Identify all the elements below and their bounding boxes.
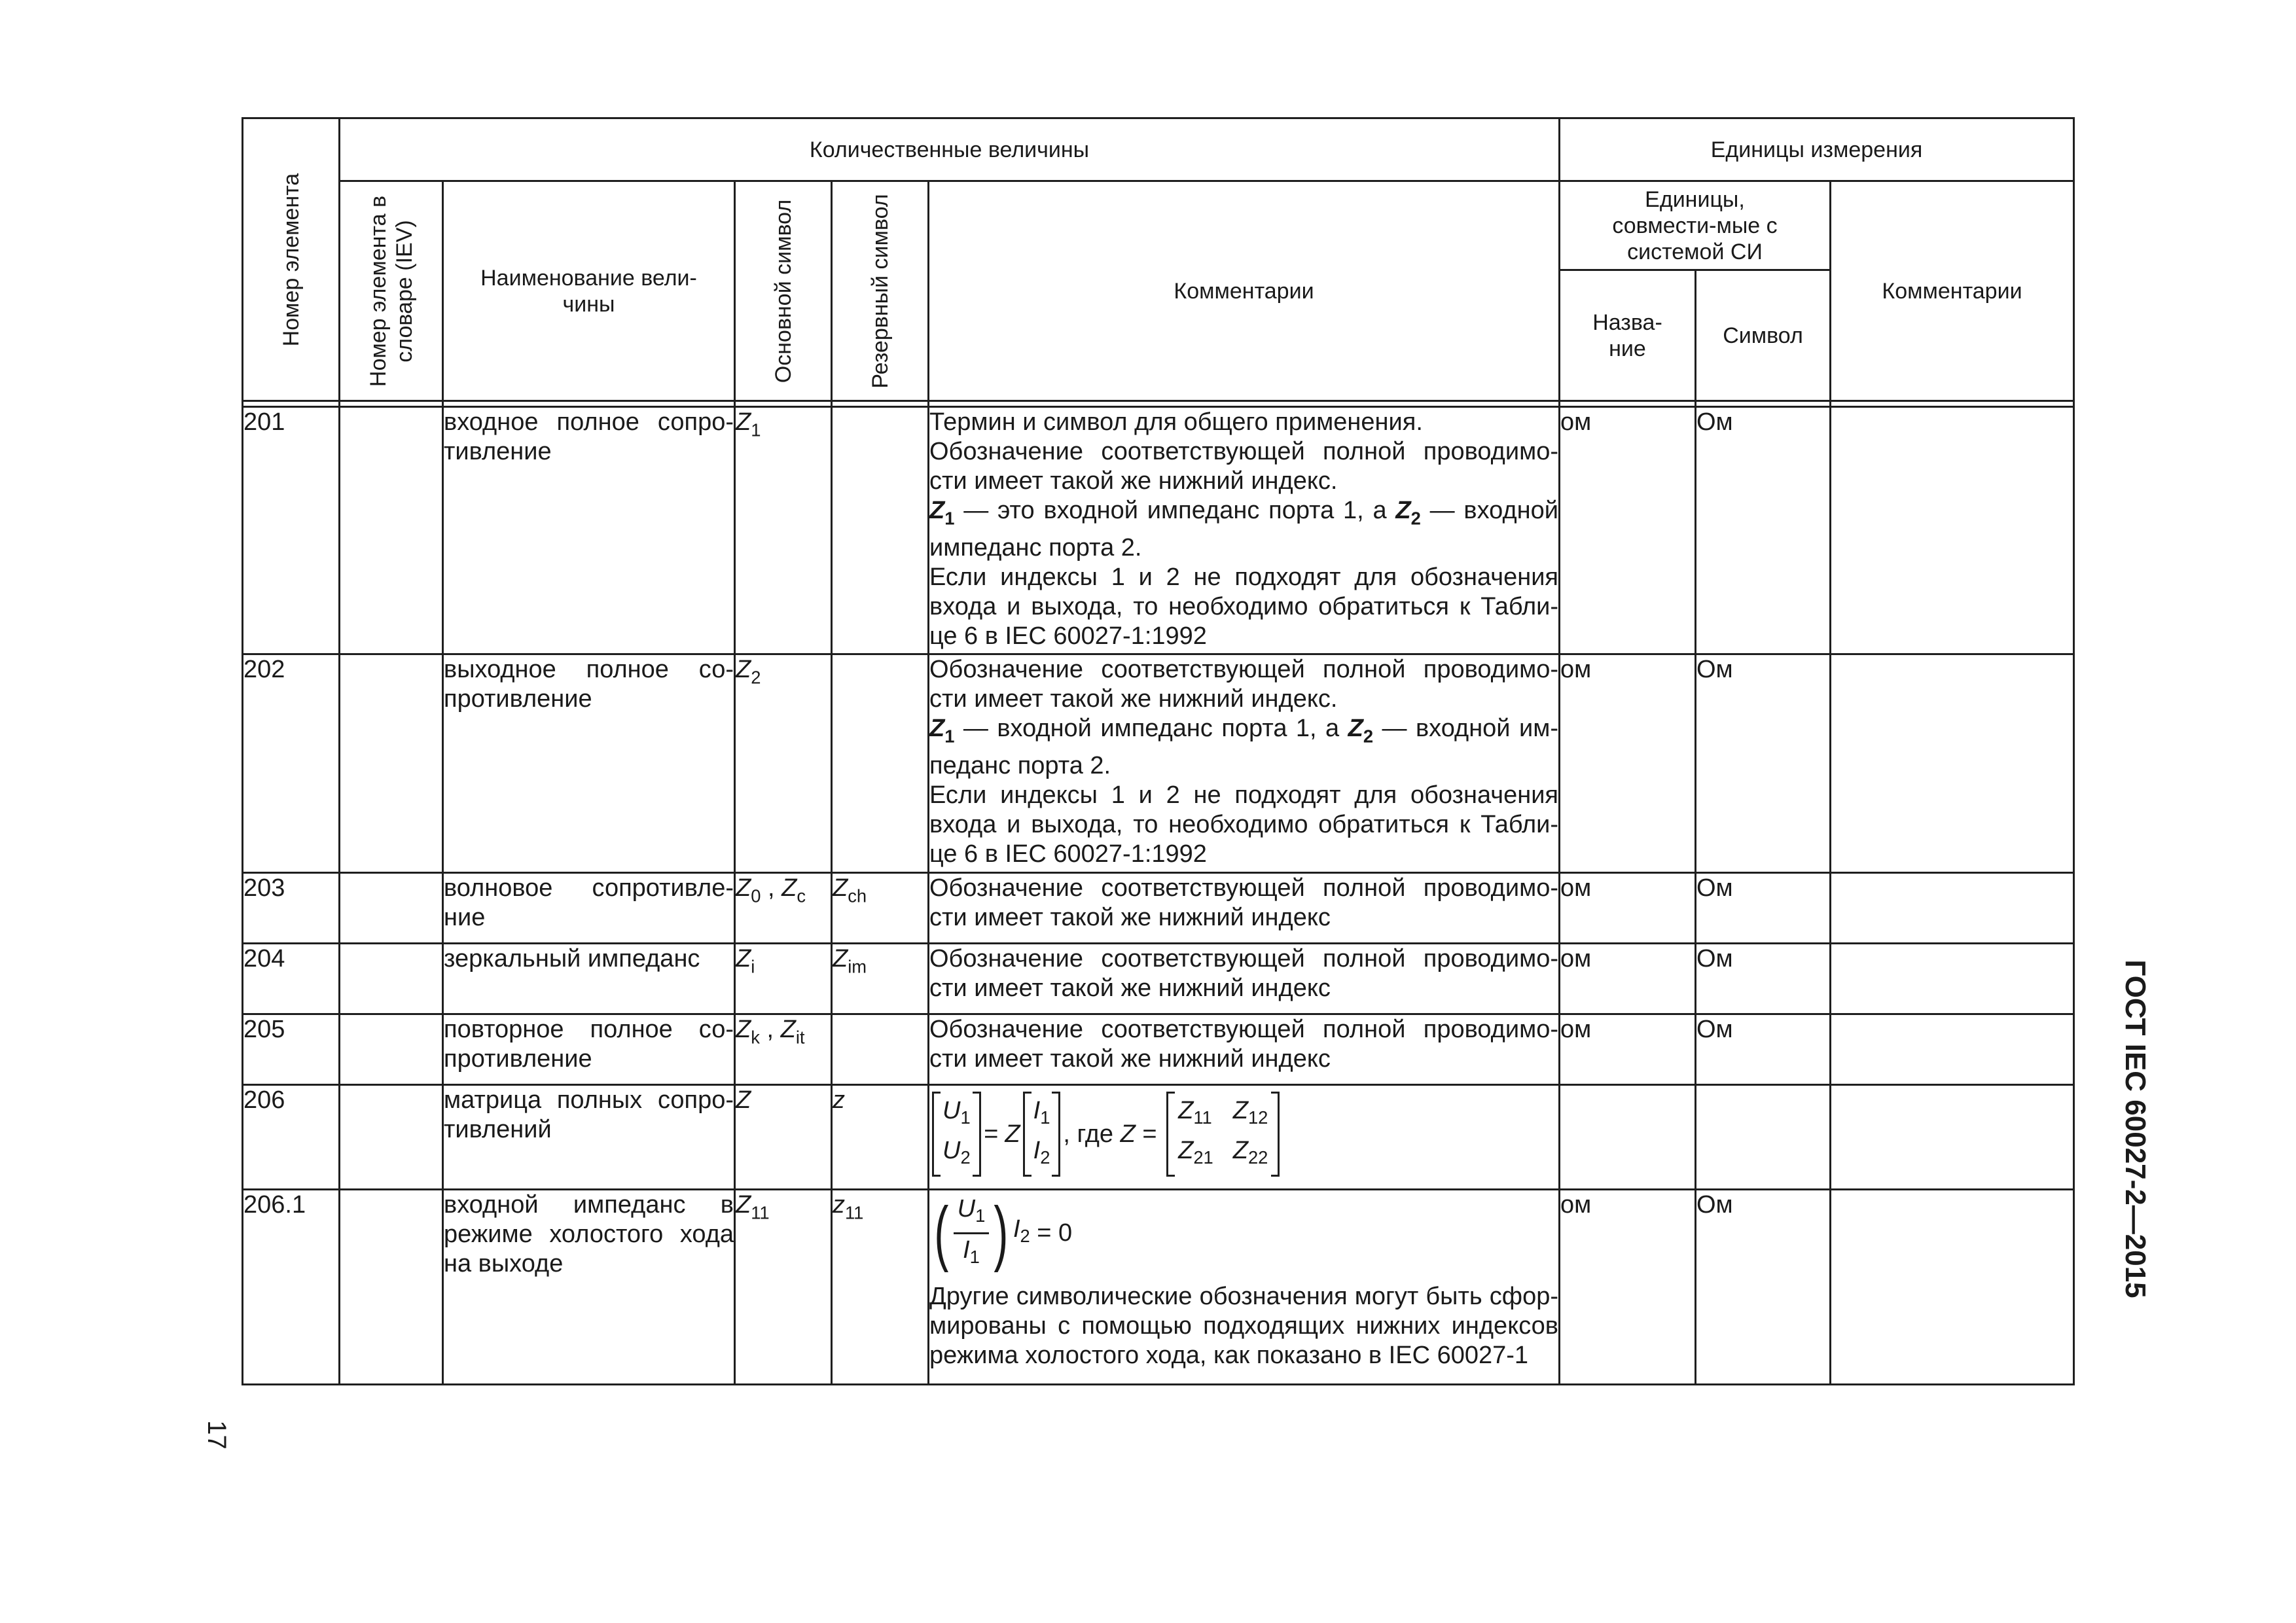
row-number: 204 <box>243 944 340 1014</box>
row-unit-symbol: Ом <box>1696 1014 1831 1085</box>
row-unit-symbol: Ом <box>1696 873 1831 944</box>
row-unit-comment <box>1831 1014 2074 1085</box>
row-reserve-symbol <box>832 407 929 654</box>
row-comment: Обозначение соответствующей полной проводимо-сти имеет такой же нижний индекс. $Z_1$ — входной импеданс порта 1, а $Z_2$ — входной им-педанс порта 2. Если индексы 1 и 2 не подходят для обозначения входа и выхода, то необходимо обратиться к Табли-це 6 в IEC 60027-1:1992 <box>929 654 1560 873</box>
header-si-compatible: Единицы, совмести-мые с системой СИ <box>1560 181 1831 270</box>
row-main-symbol: $Z_0$ , $Z_c$ <box>735 873 832 944</box>
row-name: входной импеданс в режиме холостого хода на выходе <box>443 1190 735 1385</box>
header-element-number: Номер элемента <box>243 118 340 401</box>
header-unit-name: Назва-ние <box>1560 270 1696 401</box>
z-matrix: $Z_{11}$ $Z_{12}$ $Z_{21}$ $Z_{22}$ <box>1166 1092 1280 1177</box>
header-units: Единицы измерения <box>1560 118 2074 181</box>
row-iev <box>340 944 443 1014</box>
header-iev-number: Номер элемента в словаре (IEV) <box>340 181 443 401</box>
row-name: зеркальный импеданс <box>443 944 735 1014</box>
row-reserve-symbol <box>832 654 929 873</box>
header-units-comments: Комментарии <box>1831 181 2074 401</box>
row-name: матрица полных сопро-тивлений <box>443 1085 735 1190</box>
row-name: волновое сопротивле-ние <box>443 873 735 944</box>
table-row <box>243 1014 2074 1085</box>
voltage-vector: $U_1$ $U_2$ <box>932 1092 981 1177</box>
row-comment: Термин и символ для общего применения. Обозначение соответствующей полной проводимо-сти имеет такой же нижний индекс. $Z_1$ — это входной импеданс порта 1, а $Z_2$ — входной импеданс порта 2. Если индексы 1 и 2 не подходят для обозначения входа и выхода, то необходимо обратиться к Табли-це 6 в IEC 60027-1:1992 <box>929 407 1560 654</box>
row-reserve-symbol: $Z_{im}$ <box>832 944 929 1014</box>
row-unit-name <box>1560 1085 1696 1190</box>
row-iev <box>340 873 443 944</box>
row-unit-name: ом <box>1560 944 1696 1014</box>
row-main-symbol: $Z_k$ , $Z_{it}$ <box>735 1014 832 1085</box>
header-main-symbol: Основной символ <box>735 181 832 401</box>
row-comment: Обозначение соответствующей полной проводимо-сти имеет такой же нижний индекс <box>929 1014 1560 1085</box>
row-unit-comment <box>1831 407 2074 654</box>
row-unit-comment <box>1831 944 2074 1014</box>
document-standard-title: ГОСТ IEC 60027-2—2015 <box>2119 959 2151 1298</box>
row-unit-comment <box>1831 1085 2074 1190</box>
table-row <box>243 654 2074 873</box>
row-main-symbol: $Z_1$ <box>735 407 832 654</box>
row-unit-symbol: Ом <box>1696 654 1831 873</box>
row-unit-name: ом <box>1560 873 1696 944</box>
row-number: 206 <box>243 1085 340 1190</box>
row-unit-symbol: Ом <box>1696 407 1831 654</box>
page-number: 17 <box>202 1420 231 1450</box>
quantities-table <box>242 117 2075 1385</box>
row-unit-symbol <box>1696 1085 1831 1190</box>
row-reserve-symbol: z <box>832 1085 929 1190</box>
row-number: 201 <box>243 407 340 654</box>
row-comment <box>929 1085 1560 1190</box>
row-unit-name: ом <box>1560 1014 1696 1085</box>
row-number: 202 <box>243 654 340 873</box>
row-number: 206.1 <box>243 1190 340 1385</box>
row-iev <box>340 1085 443 1190</box>
header-comments: Комментарии <box>929 181 1560 401</box>
row-reserve-symbol: $z_{11}$ <box>832 1190 929 1385</box>
table-row <box>243 944 2074 1014</box>
row-main-symbol: $Z_2$ <box>735 654 832 873</box>
row-iev <box>340 1014 443 1085</box>
header-divider <box>243 401 2074 407</box>
header-reserve-symbol: Резервный символ <box>832 181 929 401</box>
row-name: выходное полное со-противление <box>443 654 735 873</box>
table-row <box>243 1190 2074 1385</box>
open-circuit-formula: ( $\frac{U_1}{I_1}$ ) $I_2$ = 0 <box>934 1192 1073 1273</box>
row-unit-symbol: Ом <box>1696 1190 1831 1385</box>
table-row <box>243 1085 2074 1190</box>
row-name: повторное полное со-противление <box>443 1014 735 1085</box>
row-comment: Обозначение соответствующей полной проводимо-сти имеет такой же нижний индекс <box>929 944 1560 1014</box>
header-quantities: Количественные величины <box>340 118 1560 181</box>
current-vector: $I_1$ $I_2$ <box>1023 1092 1061 1177</box>
row-name: входное полное сопро-тивление <box>443 407 735 654</box>
row-unit-comment <box>1831 1190 2074 1385</box>
table-row <box>243 407 2074 654</box>
header-quantity-name: Наименование вели-чины <box>443 181 735 401</box>
row-iev <box>340 654 443 873</box>
row-unit-name: ом <box>1560 1190 1696 1385</box>
row-iev <box>340 1190 443 1385</box>
header-unit-symbol: Символ <box>1696 270 1831 401</box>
row-comment: ( $\frac{U_1}{I_1}$ ) $I_2$ = 0 Другие символические обозначения могут быть сфор-мированы с помощью подходящих нижних индексов режима холостого хода, как показано в IEC 60027-1 <box>929 1190 1560 1385</box>
row-unit-symbol: Ом <box>1696 944 1831 1014</box>
row-reserve-symbol: $Z_{ch}$ <box>832 873 929 944</box>
row-unit-comment <box>1831 873 2074 944</box>
row-reserve-symbol <box>832 1014 929 1085</box>
row-iev <box>340 407 443 654</box>
row-comment: Обозначение соответствующей полной проводимо-сти имеет такой же нижний индекс <box>929 873 1560 944</box>
row-number: 205 <box>243 1014 340 1085</box>
row-number: 203 <box>243 873 340 944</box>
row-main-symbol: $Z_i$ <box>735 944 832 1014</box>
row-main-symbol: Z <box>735 1085 832 1190</box>
row-unit-name: ом <box>1560 407 1696 654</box>
row-main-symbol: $Z_{11}$ <box>735 1190 832 1385</box>
row-unit-name: ом <box>1560 654 1696 873</box>
table-row <box>243 873 2074 944</box>
impedance-matrix-formula: $U_1$ $U_2$ = Z $I_1$ $I_2$ , где Z = $Z_{11}$ $Z_{12}$ $Z_{21}$ $Z_{22}$ <box>929 1088 1558 1180</box>
row-unit-comment <box>1831 654 2074 873</box>
